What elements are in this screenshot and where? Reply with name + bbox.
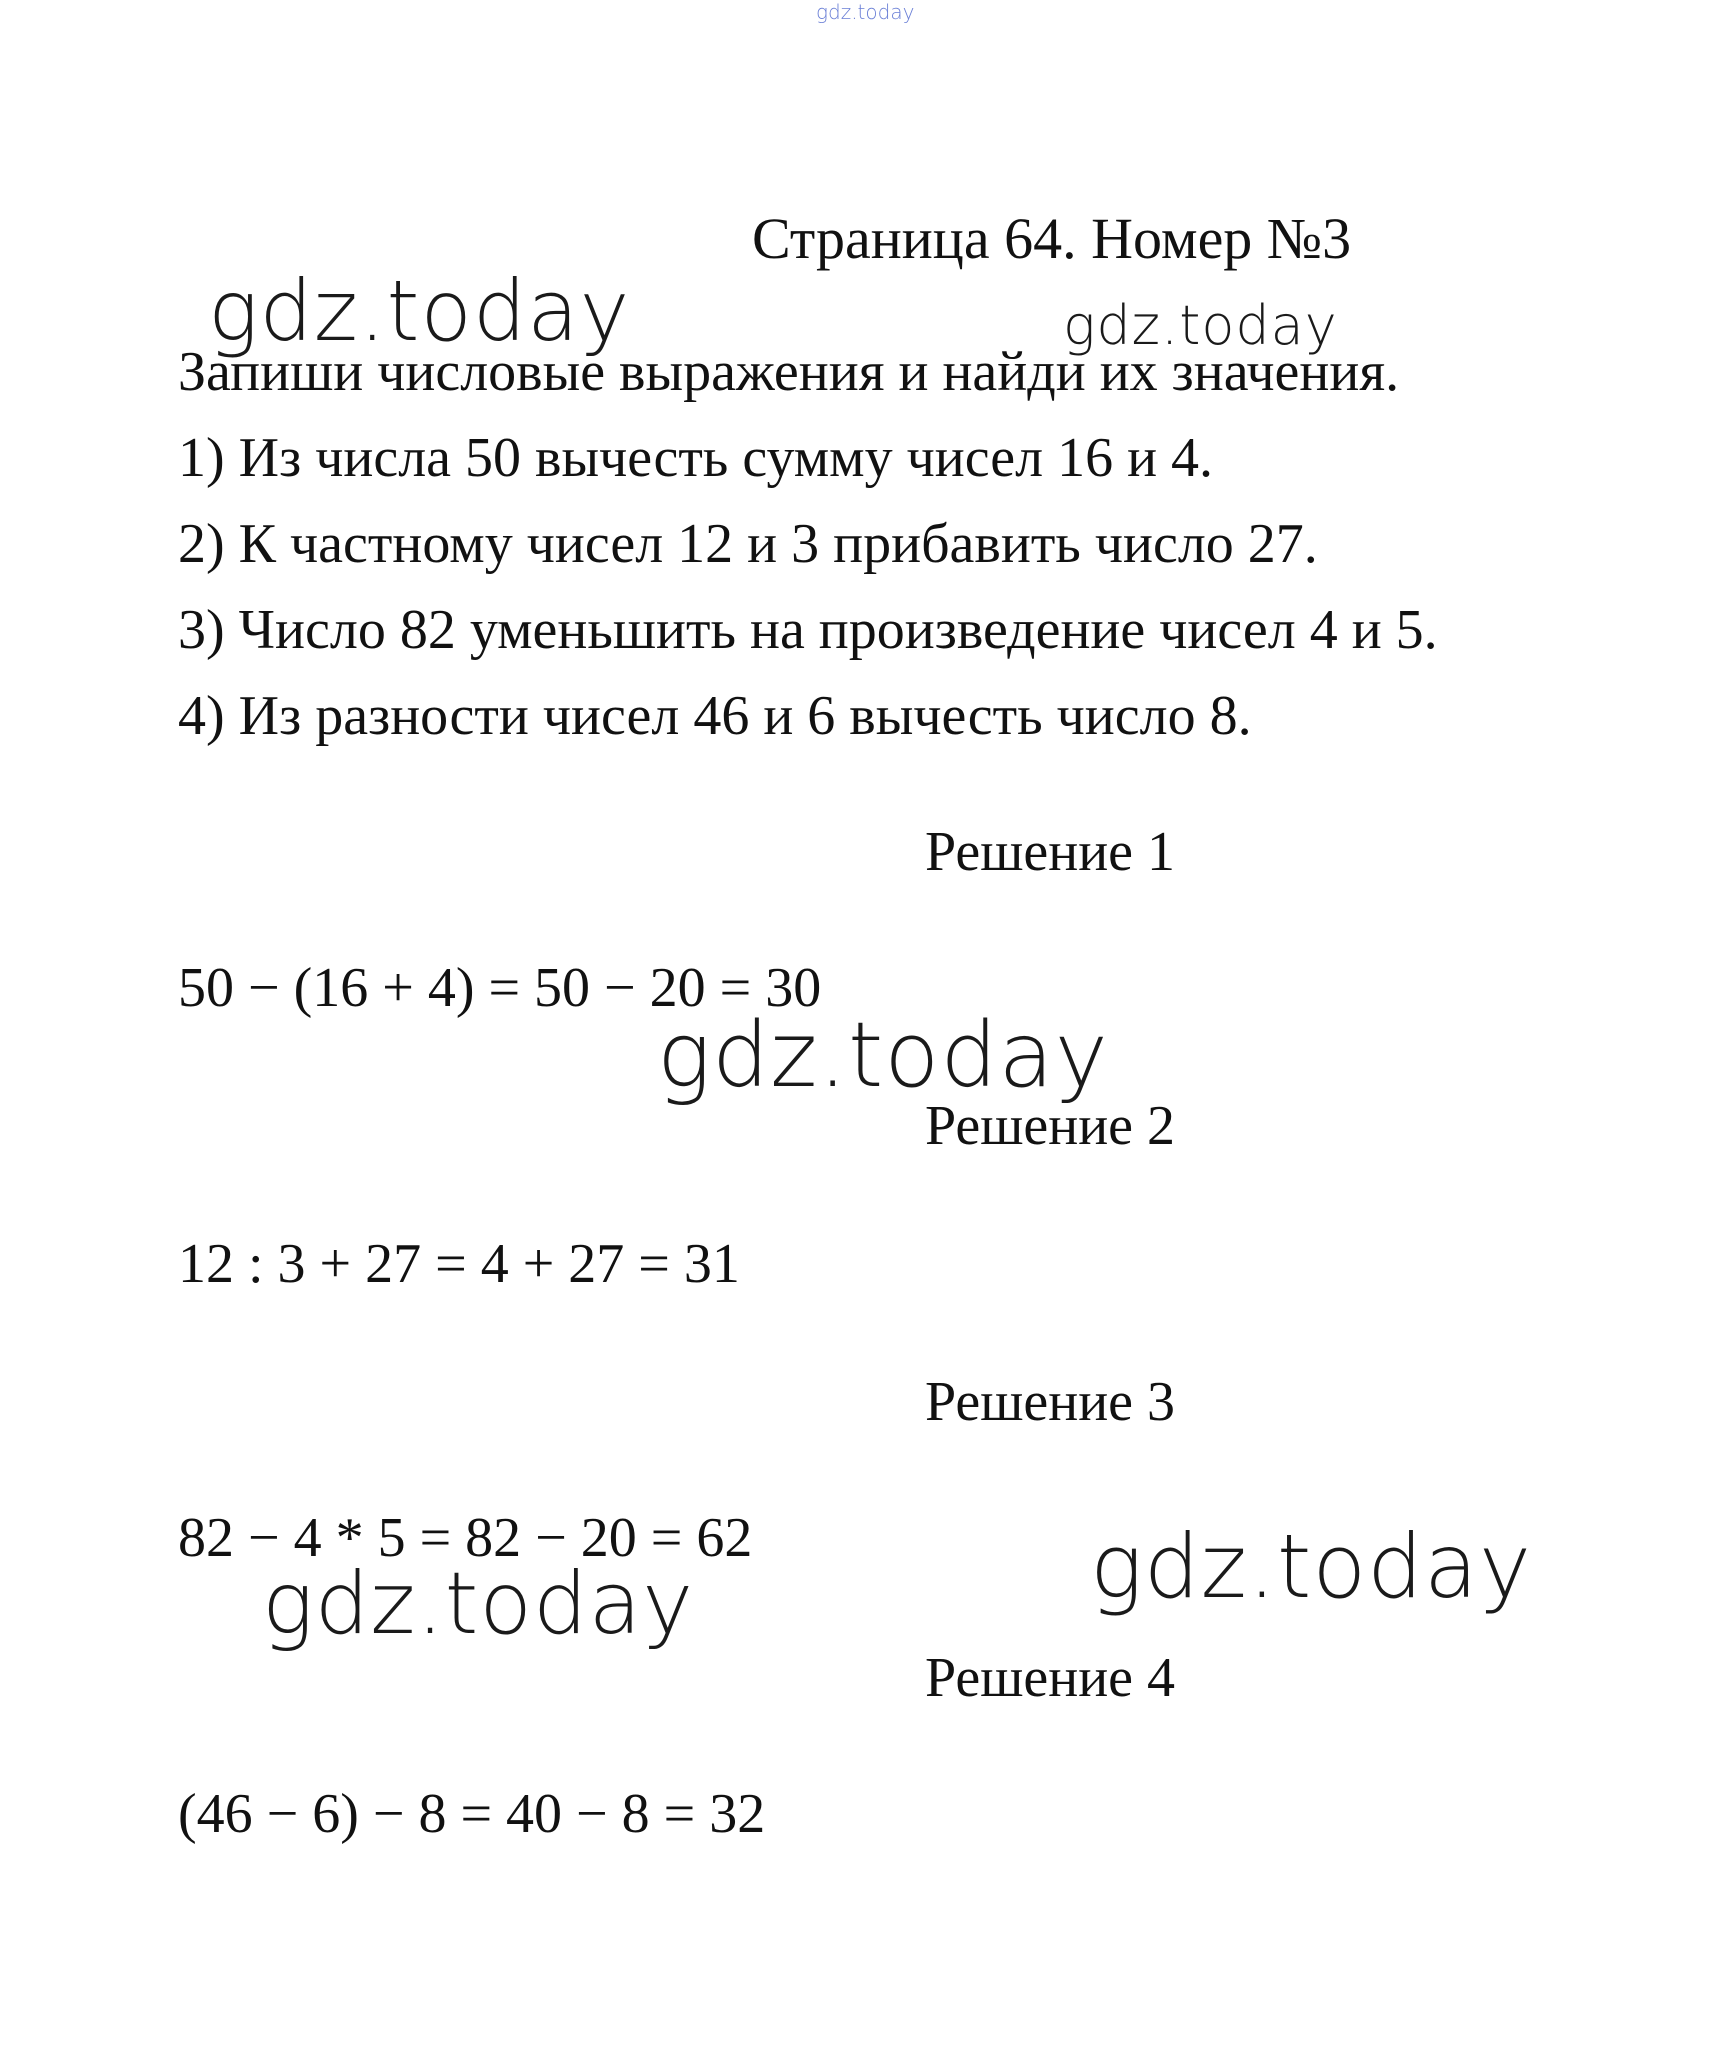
task-item-1: 1) Из числа 50 вычесть сумму чисел 16 и 4. <box>178 427 1214 489</box>
solution-heading-1: Решение 1 <box>925 821 1176 883</box>
solution-heading-2: Решение 2 <box>925 1095 1176 1157</box>
watermark: gdz.today <box>1090 1515 1533 1618</box>
task-item-4: 4) Из разности чисел 46 и 6 вычесть число 8. <box>178 685 1252 747</box>
watermark: gdz.today <box>262 1554 695 1654</box>
watermark: gdz.today <box>1063 294 1338 357</box>
task-item-3: 3) Число 82 уменьшить на произведение чисел 4 и 5. <box>178 599 1438 661</box>
solution-equation-2: 12 : 3 + 27 = 4 + 27 = 31 <box>178 1233 740 1295</box>
solution-heading-4: Решение 4 <box>925 1647 1176 1709</box>
task-item-2: 2) К частному чисел 12 и 3 прибавить число 27. <box>178 513 1318 575</box>
solution-equation-4: (46 − 6) − 8 = 40 − 8 = 32 <box>178 1783 766 1845</box>
watermark: gdz.today <box>208 262 631 360</box>
solution-equation-3: 82 − 4 * 5 = 82 − 20 = 62 <box>178 1507 753 1569</box>
watermark: gdz.today <box>657 1003 1109 1108</box>
solution-heading-3: Решение 3 <box>925 1371 1176 1433</box>
watermark-top: gdz.today <box>816 0 915 24</box>
solution-equation-1: 50 − (16 + 4) = 50 − 20 = 30 <box>178 957 822 1019</box>
page-title: Страница 64. Номер №3 <box>752 206 1352 271</box>
task-intro: Запиши числовые выражения и найди их значения. <box>178 341 1400 403</box>
